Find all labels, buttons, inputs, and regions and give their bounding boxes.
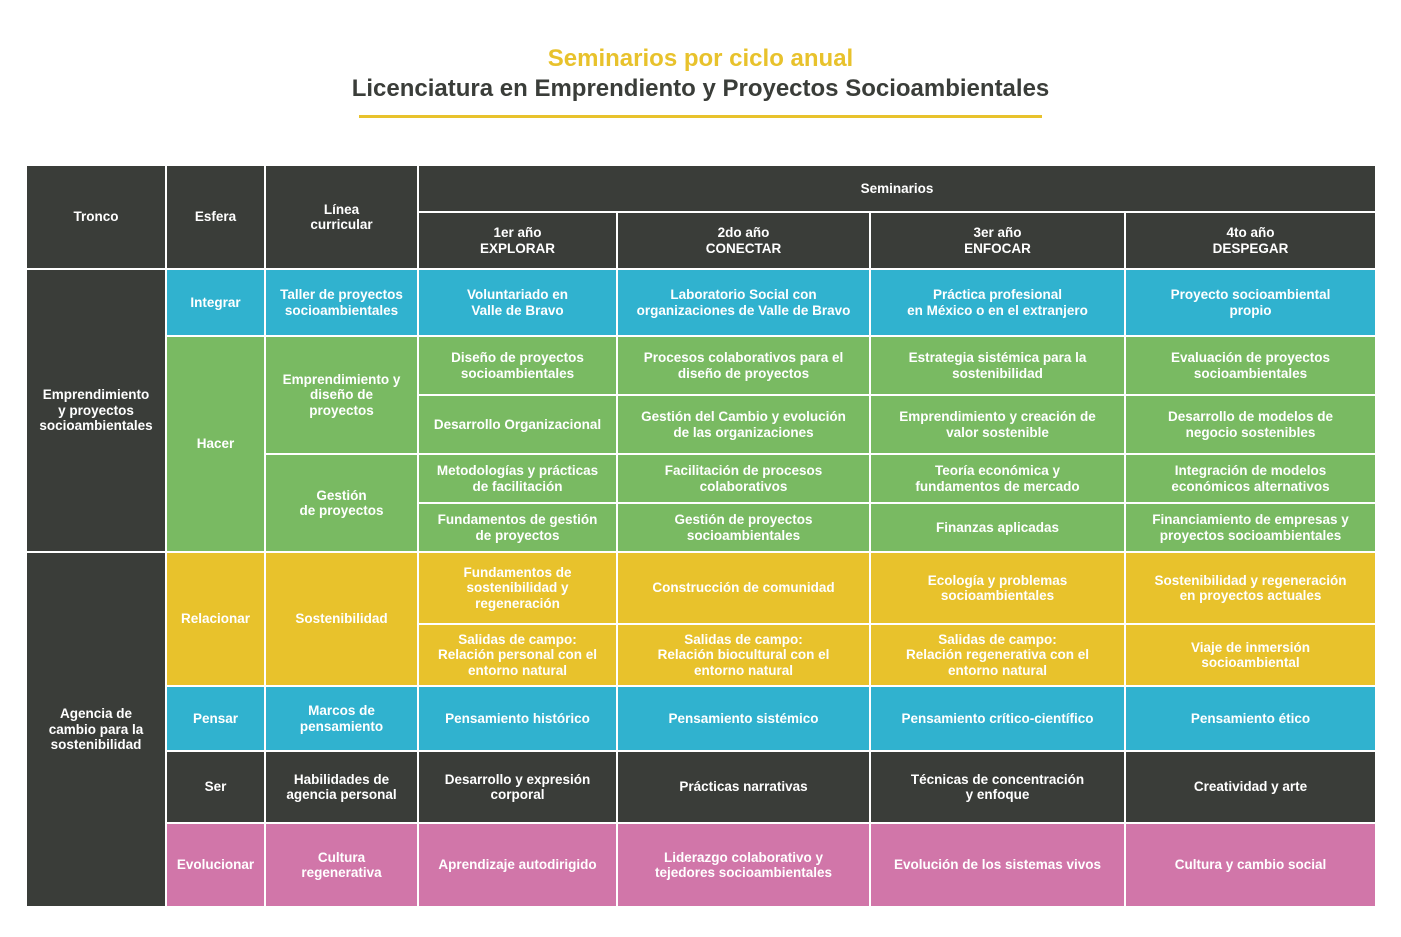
seminario-cell: Técnicas de concentración y enfoque [870, 751, 1125, 823]
seminario-cell: Ecología y problemas socioambientales [870, 552, 1125, 624]
seminario-cell: Diseño de proyectos socioambientales [418, 336, 617, 395]
seminario-cell: Integración de modelos económicos alternativos [1125, 454, 1376, 503]
seminario-cell: Creatividad y arte [1125, 751, 1376, 823]
seminario-cell: Viaje de inmersión socioambiental [1125, 624, 1376, 686]
seminario-cell: Salidas de campo: Relación personal con el entorno natural [418, 624, 617, 686]
row-relacionar-1 [26, 552, 1376, 624]
esfera-relacionar: Relacionar [166, 552, 265, 686]
seminario-cell: Facilitación de procesos colaborativos [617, 454, 870, 503]
seminario-cell: Construcción de comunidad [617, 552, 870, 624]
seminario-cell: Metodologías y prácticas de facilitación [418, 454, 617, 503]
seminario-cell: Sostenibilidad y regeneración en proyectos actuales [1125, 552, 1376, 624]
seminario-cell: Gestión del Cambio y evolución de las organizaciones [617, 395, 870, 454]
linea-marcos: Marcos de pensamiento [265, 686, 418, 751]
header-year-1: 1er año EXPLORAR [418, 212, 617, 269]
seminario-cell: Procesos colaborativos para el diseño de proyectos [617, 336, 870, 395]
seminario-cell: Prácticas narrativas [617, 751, 870, 823]
linea-sostenibilidad: Sostenibilidad [265, 552, 418, 686]
seminario-cell: Evolución de los sistemas vivos [870, 823, 1125, 907]
header-seminarios: Seminarios [418, 165, 1376, 212]
seminario-cell: Finanzas aplicadas [870, 503, 1125, 552]
title-block [0, 44, 1401, 104]
seminario-cell: Pensamiento histórico [418, 686, 617, 751]
seminario-cell: Desarrollo y expresión corporal [418, 751, 617, 823]
esfera-evolucionar: Evolucionar [166, 823, 265, 907]
seminario-cell: Salidas de campo: Relación regenerativa con el entorno natural [870, 624, 1125, 686]
header-year-2: 2do año CONECTAR [617, 212, 870, 269]
seminario-cell: Cultura y cambio social [1125, 823, 1376, 907]
curriculum-table [25, 164, 1377, 908]
linea-emprendimiento: Emprendimiento y diseño de proyectos [265, 336, 418, 454]
header-tronco: Tronco [26, 165, 166, 269]
header-row-1 [26, 165, 1376, 212]
seminario-cell: Teoría económica y fundamentos de mercado [870, 454, 1125, 503]
tronco-agencia: Agencia de cambio para la sostenibilidad [26, 552, 166, 907]
row-evolucionar [26, 823, 1376, 907]
header-esfera: Esfera [166, 165, 265, 269]
linea-taller: Taller de proyectos socioambientales [265, 269, 418, 336]
linea-cultura: Cultura regenerativa [265, 823, 418, 907]
row-pensar [26, 686, 1376, 751]
esfera-ser: Ser [166, 751, 265, 823]
title-underline [359, 115, 1042, 118]
header-linea-curricular: Línea curricular [265, 165, 418, 269]
seminario-cell: Aprendizaje autodirigido [418, 823, 617, 907]
seminario-cell: Emprendimiento y creación de valor sostenible [870, 395, 1125, 454]
seminario-cell: Financiamiento de empresas y proyectos socioambientales [1125, 503, 1376, 552]
seminario-cell: Fundamentos de sostenibilidad y regeneración [418, 552, 617, 624]
row-ser [26, 751, 1376, 823]
seminario-cell: Gestión de proyectos socioambientales [617, 503, 870, 552]
seminario-cell: Laboratorio Social con organizaciones de Valle de Bravo [617, 269, 870, 336]
page-subtitle: Licenciatura en Emprendiento y Proyectos Socioambientales [351, 75, 1050, 102]
seminario-cell: Evaluación de proyectos socioambientales [1125, 336, 1376, 395]
seminario-cell: Salidas de campo: Relación biocultural con el entorno natural [617, 624, 870, 686]
linea-gestion: Gestión de proyectos [265, 454, 418, 552]
esfera-integrar: Integrar [166, 269, 265, 336]
row-hacer-1 [26, 336, 1376, 395]
page-title: Seminarios por ciclo anual [547, 45, 854, 72]
seminario-cell: Desarrollo de modelos de negocio sostenibles [1125, 395, 1376, 454]
tronco-emprendimiento: Emprendimiento y proyectos socioambientales [26, 269, 166, 552]
seminario-cell: Liderazgo colaborativo y tejedores socioambientales [617, 823, 870, 907]
seminario-cell: Práctica profesional en México o en el extranjero [870, 269, 1125, 336]
header-year-3: 3er año ENFOCAR [870, 212, 1125, 269]
seminario-cell: Pensamiento crítico-científico [870, 686, 1125, 751]
seminario-cell: Voluntariado en Valle de Bravo [418, 269, 617, 336]
seminario-cell: Proyecto socioambiental propio [1125, 269, 1376, 336]
seminario-cell: Pensamiento sistémico [617, 686, 870, 751]
seminario-cell: Estrategia sistémica para la sostenibilidad [870, 336, 1125, 395]
esfera-pensar: Pensar [166, 686, 265, 751]
row-integrar [26, 269, 1376, 336]
linea-habilidades: Habilidades de agencia personal [265, 751, 418, 823]
seminario-cell: Desarrollo Organizacional [418, 395, 617, 454]
header-year-4: 4to año DESPEGAR [1125, 212, 1376, 269]
seminario-cell: Pensamiento ético [1125, 686, 1376, 751]
esfera-hacer: Hacer [166, 336, 265, 552]
seminario-cell: Fundamentos de gestión de proyectos [418, 503, 617, 552]
